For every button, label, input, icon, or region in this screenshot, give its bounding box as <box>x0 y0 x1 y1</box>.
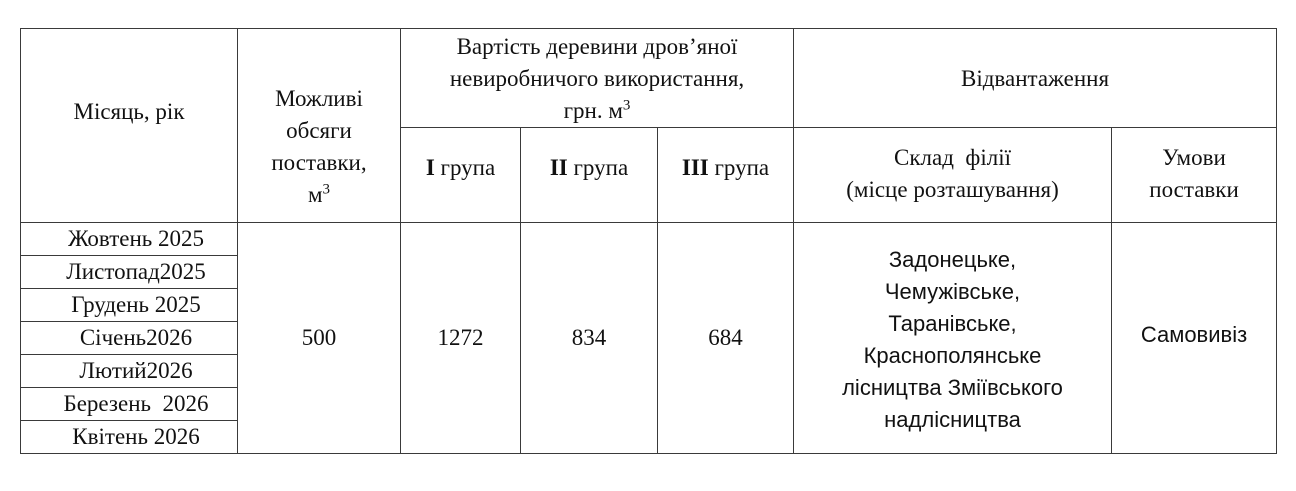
header-volumes-line3: поставки, <box>271 149 367 175</box>
month-cell: Лютий2026 <box>21 355 238 388</box>
price-group3-value: 684 <box>708 325 743 350</box>
header-group3 <box>658 128 794 223</box>
header-month-year-text: Місяць, рік <box>73 98 185 124</box>
warehouse-cell <box>794 223 1112 454</box>
price-group1-value: 1272 <box>437 325 484 350</box>
terms-value: Самовивіз <box>1140 322 1248 347</box>
header-group1-word: група <box>440 155 496 180</box>
header-volumes-line2: обсяги <box>286 117 352 143</box>
supply-table <box>20 28 1277 454</box>
month-cell: Січень2026 <box>21 322 238 355</box>
warehouse-line: Задонецьке, <box>888 247 1017 272</box>
header-group1-num: I <box>425 155 435 180</box>
header-cost-line3 <box>401 95 793 127</box>
header-volumes <box>238 29 401 223</box>
header-shipment <box>794 29 1277 128</box>
warehouse-line: Таранівське, <box>888 311 1017 336</box>
header-warehouse-line2: (місце розташування) <box>846 177 1059 202</box>
header-volumes-unit <box>238 179 400 211</box>
header-cost-unit-exp: 3 <box>622 97 631 114</box>
header-group2-num: II <box>549 155 568 180</box>
header-group2 <box>521 128 658 223</box>
header-volumes-unit-exp: 3 <box>322 180 331 197</box>
header-warehouse-line1: Склад філії <box>894 145 1011 170</box>
header-terms <box>1112 128 1277 223</box>
header-cost-line3-text: грн. м <box>563 98 623 123</box>
header-group2-word: група <box>573 155 629 180</box>
price-group3-cell <box>658 223 794 454</box>
header-group3-num: III <box>681 155 709 180</box>
month-cell: Листопад2025 <box>21 256 238 289</box>
header-terms-line2: поставки <box>1149 177 1239 202</box>
terms-cell <box>1112 223 1277 454</box>
month-cell: Грудень 2025 <box>21 289 238 322</box>
price-group2-value: 834 <box>571 325 607 350</box>
warehouse-line: Краснополянське <box>863 343 1042 368</box>
header-cost <box>401 29 794 128</box>
header-shipment-text: Відвантаження <box>961 66 1110 91</box>
header-cost-line1: Вартість деревини дров’яної <box>456 34 738 59</box>
month-cell: Квітень 2026 <box>21 421 238 454</box>
warehouse-line: Чемужівське, <box>884 279 1021 304</box>
header-volumes-line1: Можливі <box>275 85 363 111</box>
header-warehouse <box>794 128 1112 223</box>
warehouse-line: лісництва Зміївського <box>842 375 1063 400</box>
warehouse-line: надлісництва <box>884 407 1021 432</box>
header-group1 <box>401 128 521 223</box>
header-month-year <box>21 29 238 223</box>
price-group2-cell <box>521 223 658 454</box>
header-cost-line2: невиробничого використання, <box>449 66 745 91</box>
header-group3-word: група <box>714 155 770 180</box>
volume-value: 500 <box>301 325 337 350</box>
volume-cell <box>238 223 401 454</box>
month-cell: Березень 2026 <box>21 388 238 421</box>
header-terms-line1: Умови <box>1162 145 1226 170</box>
price-group1-cell <box>401 223 521 454</box>
month-cell: Жовтень 2025 <box>21 223 238 256</box>
header-volumes-unit-text: м <box>307 181 323 207</box>
